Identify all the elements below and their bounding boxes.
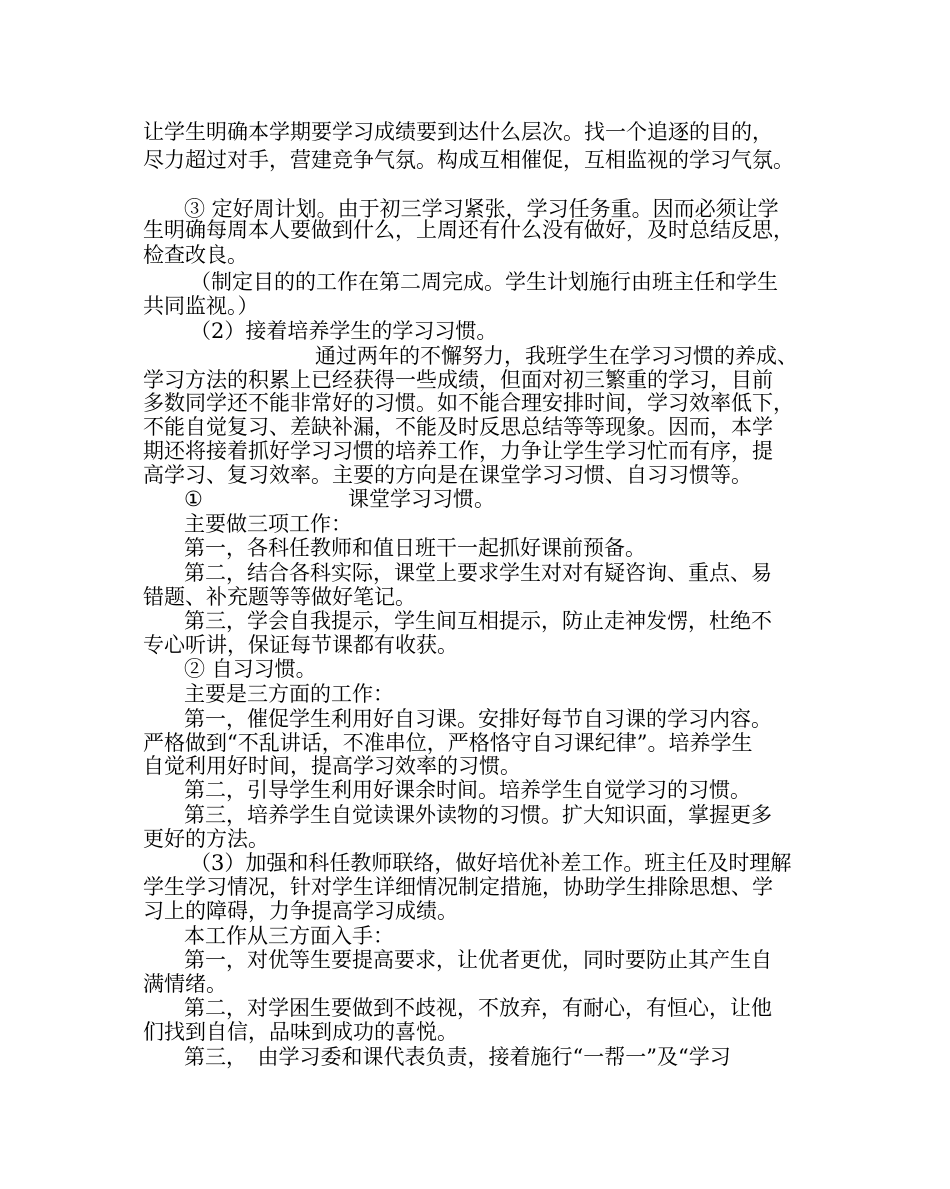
text-line: 主要做三项工作： <box>184 512 352 536</box>
text-line: 第三， 由学习委和课代表负责，接着施行“一帮一”及“学习 <box>184 1045 731 1069</box>
text-line: 严格做到“不乱讲话，不准串位，严格恪守自习课纪律”。培养学生 <box>143 731 753 755</box>
text-line: 期还将接着抓好学习习惯的培养工作，力争让学生学习忙而有序，提 <box>143 439 773 463</box>
text-line: 第一，对优等生要提高要求，让优者更优，同时要防止其产生自 <box>184 948 772 972</box>
text-line: （2）接着培养学生的学习习惯。 <box>190 319 498 343</box>
text-line: 课堂学习习惯。 <box>348 487 495 511</box>
text-line: 第二，引导学生利用好课余时间。培养学生自觉学习的习惯。 <box>184 778 751 802</box>
text-line: 让学生明确本学期要学习成绩要到达什么层次。找一个追逐的目的， <box>143 120 773 144</box>
text-line: 尽力超过对手，营建竞争气氛。构成互相催促，互相监视的学习气氛。 <box>143 148 794 172</box>
text-line: 第一，催促学生利用好自习课。安排好每节自习课的学习内容。 <box>184 707 772 731</box>
text-line: 学习方法的积累上已经获得一些成绩，但面对初三繁重的学习，目前 <box>143 368 773 392</box>
text-line: 们找到自信，品味到成功的喜悦。 <box>143 1020 458 1044</box>
text-line: 多数同学还不能非常好的习惯。如不能合理安排时间，学习效率低下， <box>143 391 794 415</box>
text-line: 第三，培养学生自觉读课外读物的习惯。扩大知识面，掌握更多 <box>184 803 772 827</box>
text-line: 错题、补充题等等做好笔记。 <box>143 585 416 609</box>
text-line: 自觉利用好时间，提高学习效率的习惯。 <box>143 754 521 778</box>
list-marker: ① <box>184 487 203 511</box>
text-line: 检查改良。 <box>143 243 248 267</box>
text-line: 高学习、复习效率。主要的方向是在课堂学习习惯、自习习惯等。 <box>143 463 752 487</box>
text-line: ③ 定好周计划。由于初三学习紧张，学习任务重。因而必须让学 <box>184 197 779 221</box>
text-line: 更好的方法。 <box>143 827 269 851</box>
text-line: 第二，对学困生要做到不歧视，不放弃，有耐心，有恒心，让他 <box>184 996 772 1020</box>
text-line: （3）加强和科任教师联络，做好培优补差工作。班主任及时理解 <box>190 851 792 875</box>
text-line: 主要是三方面的工作： <box>184 682 394 706</box>
text-line: 通过两年的不懈努力，我班学生在学习习惯的养成、 <box>315 344 798 368</box>
text-line: 本工作从三方面入手： <box>184 924 394 948</box>
text-line: 第三，学会自我提示，学生间互相提示，防止走神发愣，杜绝不 <box>184 609 772 633</box>
text-line: 不能自觉复习、差缺补漏，不能及时反思总结等等现象。因而，本学 <box>143 415 773 439</box>
text-line: 第二，结合各科实际，课堂上要求学生对对有疑咨询、重点、易 <box>184 561 772 585</box>
text-line: 专心听讲，保证每节课都有收获。 <box>143 633 458 657</box>
text-line: 第一，各科任教师和值日班干一起抓好课前预备。 <box>184 536 646 560</box>
text-line: 学生学习情况，针对学生详细情况制定措施，协助学生排除思想、学 <box>143 875 773 899</box>
text-line: 习上的障碍，力争提高学习成绩。 <box>143 899 458 923</box>
text-line: 生明确每周本人要做到什么，上周还有什么没有做好，及时总结反思， <box>143 218 794 242</box>
text-line: 满情绪。 <box>143 972 227 996</box>
text-line: （制定目的的工作在第二周完成。学生计划施行由班主任和学生 <box>190 270 778 294</box>
text-line: ② 自习习惯。 <box>184 657 317 681</box>
text-line: 共同监视。） <box>143 294 259 318</box>
